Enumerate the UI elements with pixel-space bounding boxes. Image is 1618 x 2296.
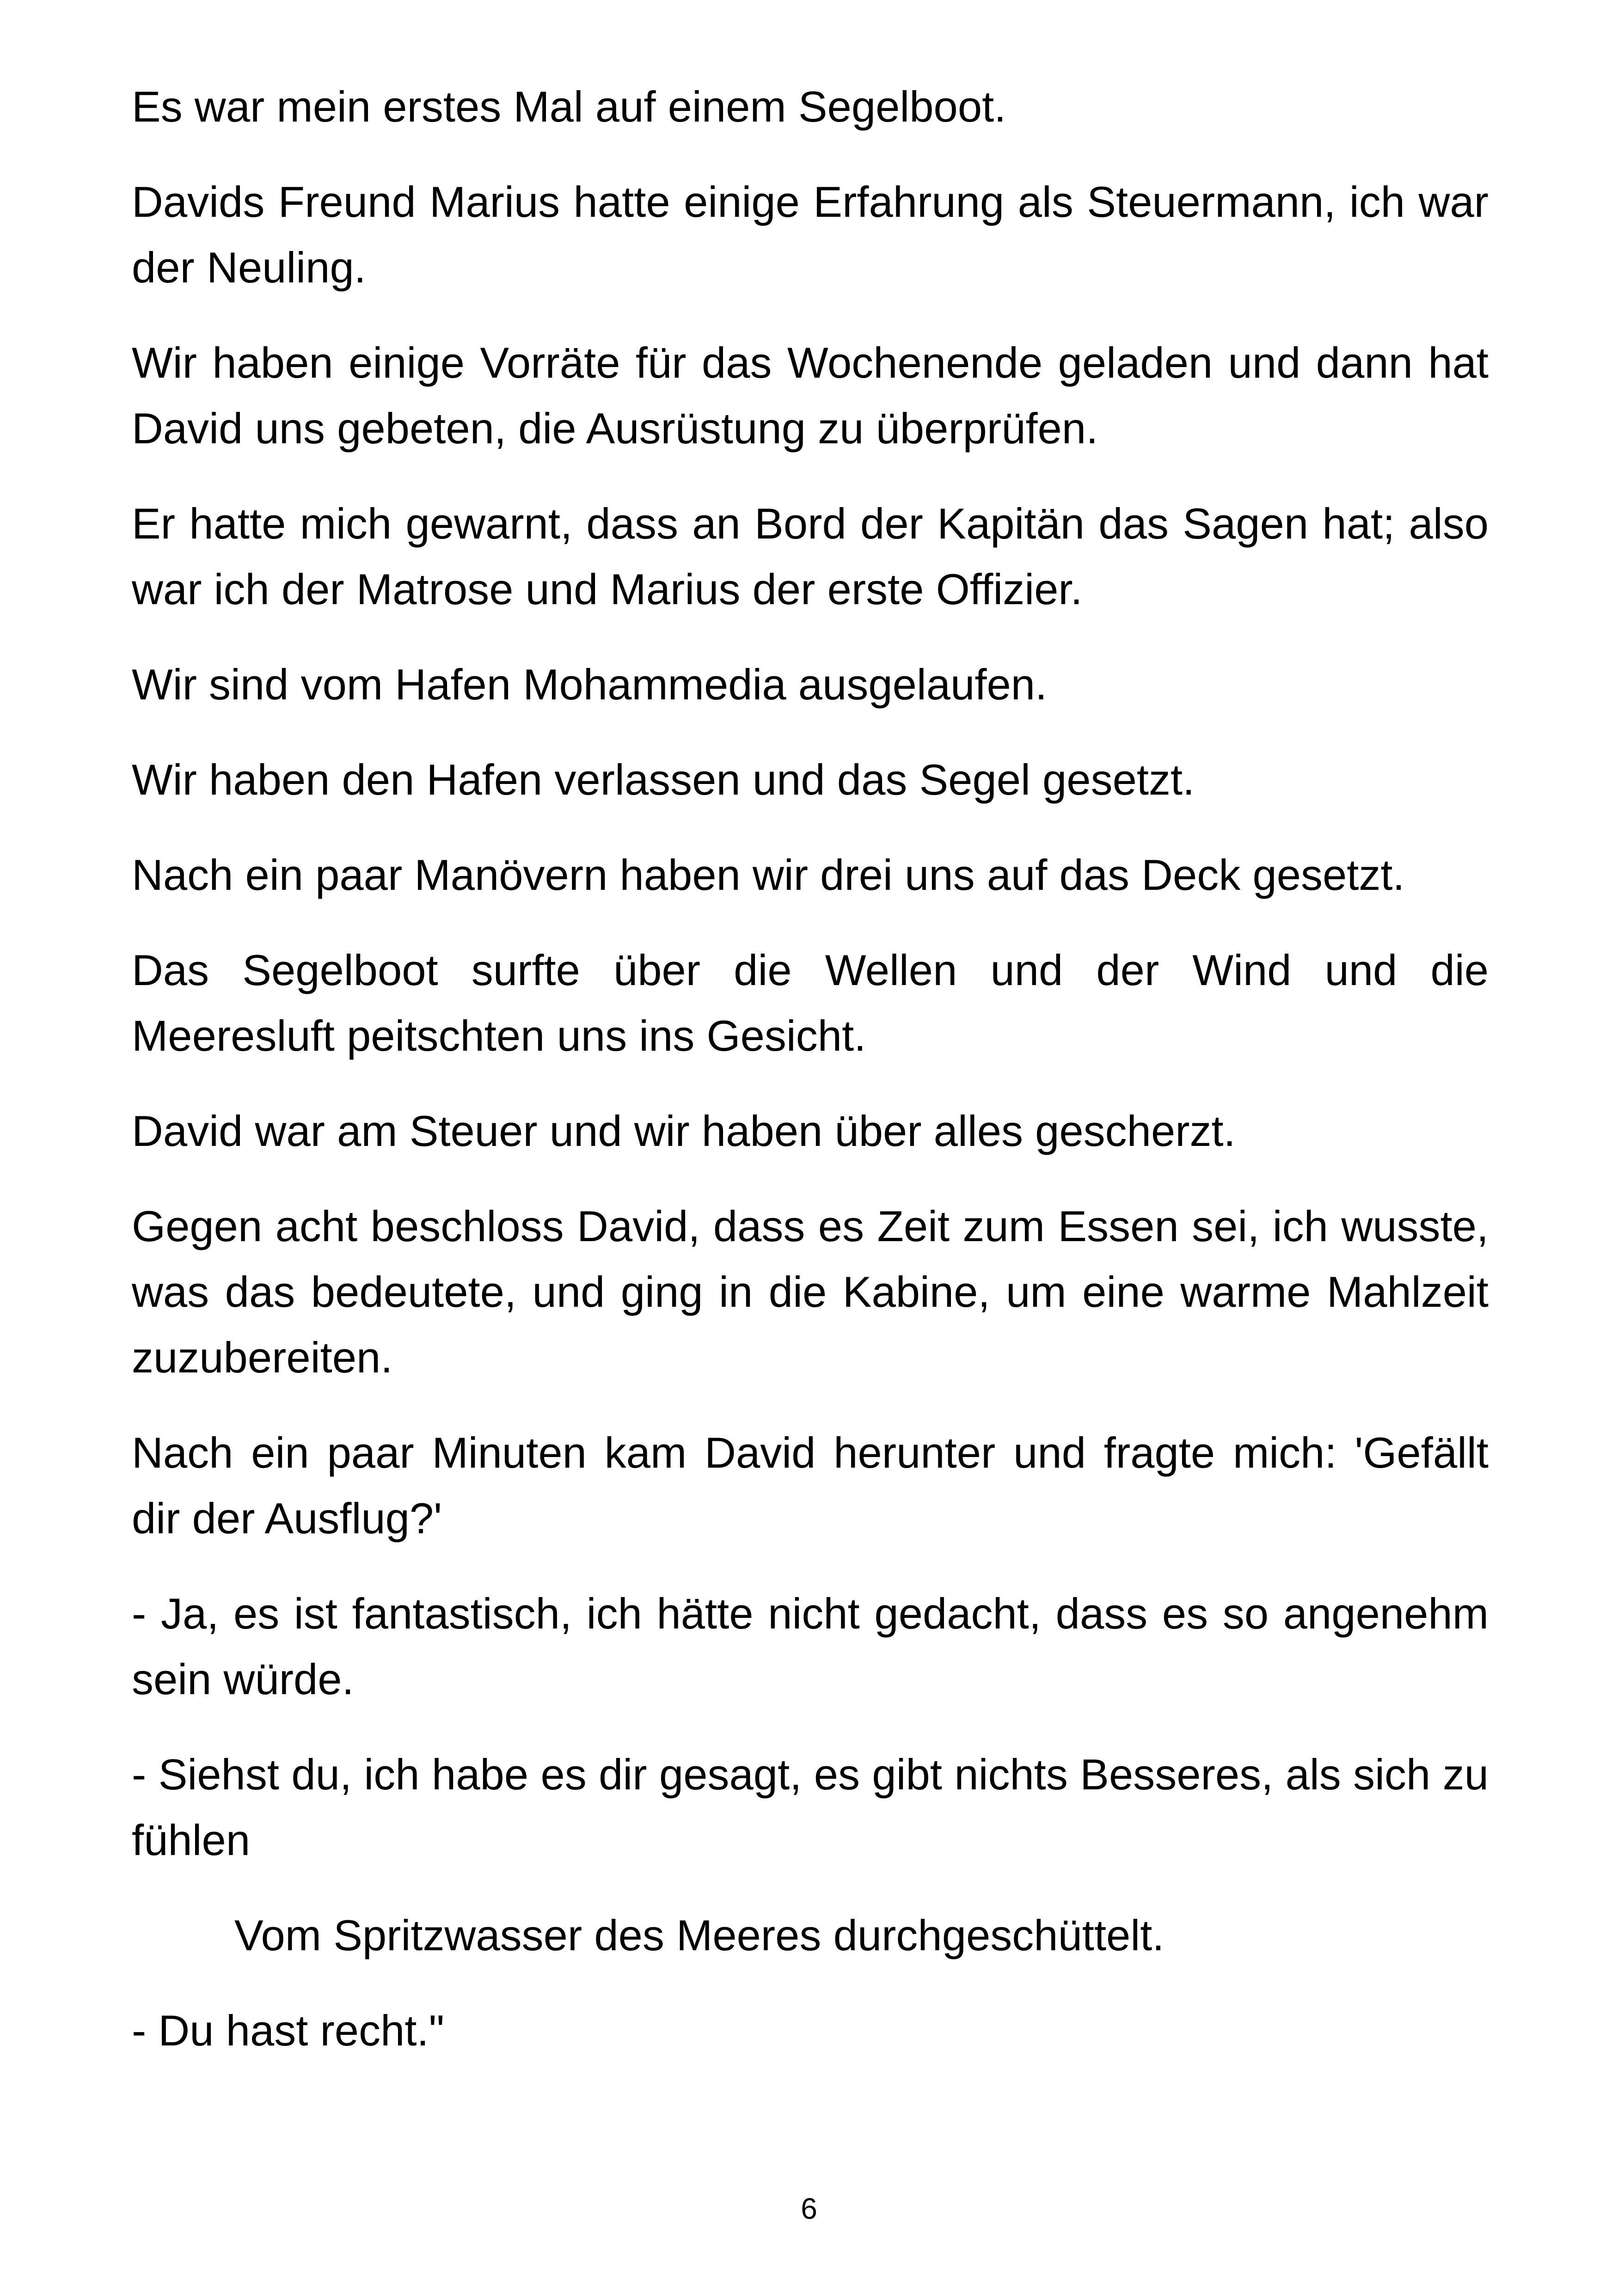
paragraph-6: Wir haben den Hafen verlassen und das Segel gesetzt.	[132, 755, 1195, 804]
paragraph-10: Gegen acht beschloss David, dass es Zeit zum Essen sei, ich wusste, was das bedeutete, und ging in die Kabine, um eine warme Mahlzeit zuzubereiten.	[132, 1202, 1489, 1382]
page-body	[132, 74, 1489, 2093]
paragraph-12: - Ja, es ist fantastisch, ich hätte nicht gedacht, dass es so angenehm sein würde.	[132, 1589, 1489, 1703]
page-number: 6	[801, 2192, 817, 2225]
paragraph-9: David war am Steuer und wir haben über alles gescherzt.	[132, 1107, 1236, 1155]
paragraph-2: Davids Freund Marius hatte einige Erfahrung als Steuermann, ich war der Neuling.	[132, 178, 1489, 292]
paragraph-1: Es war mein erstes Mal auf einem Segelboot.	[132, 82, 1006, 131]
paragraph-14-indented: Vom Spritzwasser des Meeres durchgeschüttelt.	[234, 1911, 1164, 1959]
paragraph-7: Nach ein paar Manövern haben wir drei uns auf das Deck gesetzt.	[132, 851, 1405, 899]
paragraph-4: Er hatte mich gewarnt, dass an Bord der Kapitän das Sagen hat; also war ich der Matrose und Marius der erste Offizier.	[132, 499, 1489, 613]
paragraph-15: - Du hast recht."	[132, 2006, 444, 2055]
paragraph-8: Das Segelboot surfte über die Wellen und der Wind und die Meeresluft peitschten uns ins Gesicht.	[132, 946, 1489, 1060]
paragraph-5: Wir sind vom Hafen Mohammedia ausgelaufen.	[132, 660, 1048, 709]
paragraph-11: Nach ein paar Minuten kam David herunter und fragte mich: 'Gefällt dir der Ausflug?'	[132, 1428, 1489, 1543]
paragraph-13: - Siehst du, ich habe es dir gesagt, es gibt nichts Besseres, als sich zu fühlen	[132, 1750, 1489, 1864]
paragraph-3: Wir haben einige Vorräte für das Wochenende geladen und dann hat David uns gebeten, die Ausrüstung zu überprüfen.	[132, 338, 1489, 453]
